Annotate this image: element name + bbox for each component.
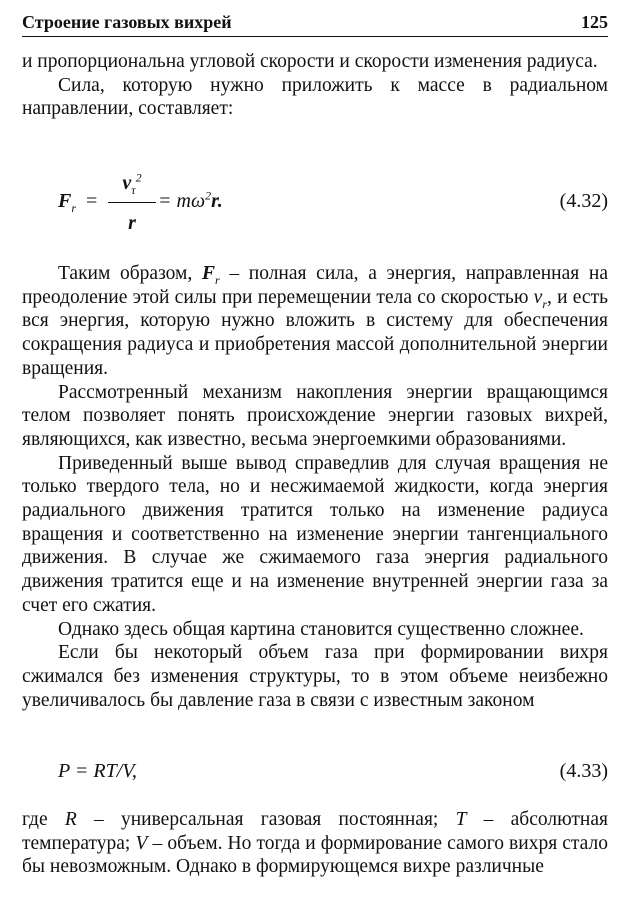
paragraph-definitions [22, 808, 608, 879]
temperature-symbol: T [455, 809, 467, 830]
running-title: Строение газовых вихрей [22, 12, 232, 32]
paragraph-force: Сила, которую нужно приложить к массе в радиальном направлении, составляет: [22, 74, 608, 120]
force-symbol-inline: F [201, 263, 215, 284]
text-block-bottom [22, 808, 608, 879]
rhs-text: = mω [158, 190, 206, 212]
equation-lhs [58, 190, 97, 213]
paragraph-derivation: Приведенный выше вывод справедлив для случая вращения не только твердого тела, но и несжимаемой жидкости, когда энергия радиального движения тратится только на изменение радиуса вращения и соответственно на изменение энергии тангенциального движения. В случае же сжимаемого газа энергия радиального движения тратится еще и на изменение внутренней энергии газа за счет его сжатия. [22, 452, 608, 616]
text-span: – универсальная газовая постоянная; [76, 809, 456, 830]
paragraph-mechanism: Рассмотренный механизм накопления энергии вращающимся телом позволяет понять происхождение энергии газовых вихрей, являющихся, как известно, весьма энергоемкими образованиями. [22, 381, 608, 450]
text-span: , и есть вся энергия, которую нужно вложить в систему для обеспечения сокращения радиуса и приобретения массой дополнительной энергии вращения. [22, 286, 608, 379]
fraction-denominator: r [128, 212, 136, 234]
text-span: где [22, 809, 65, 830]
velocity-subscript: τ [131, 183, 136, 197]
paragraph-continuation: и пропорциональна угловой скорости и скорости изменения радиуса. [22, 51, 598, 72]
text-span: – объем. Но тогда и формирование самого вихря стало бы невозможным. Однако в формирующемся вихре различные [22, 832, 608, 878]
volume-symbol: V [135, 832, 148, 854]
velocity-exponent: 2 [135, 170, 142, 185]
equation-expression: P = RT/V, [58, 760, 137, 782]
velocity-subscript-inline: r [542, 296, 547, 311]
text-block-top [22, 50, 608, 121]
text-span: – полная сила, а энергия, направленная на преодоление этой силы при перемещении тела со скоростью [22, 263, 609, 308]
equation-rhs [158, 190, 223, 213]
force-symbol: F [58, 190, 72, 212]
velocity-symbol: v [122, 172, 132, 194]
paragraph-complexity: Однако здесь общая картина становится существенно сложнее. [58, 618, 584, 640]
paragraph-compression: Если бы некоторый объем газа при формировании вихря сжимался без изменения структуры, то в этом объеме неизбежно увеличивалось бы давление газа в связи с известным законом [22, 642, 608, 711]
text-span: – абсолютная температура; [22, 809, 608, 854]
page-header [22, 6, 608, 37]
text-span: Таким образом, [58, 263, 202, 284]
velocity-symbol-inline: v [533, 286, 543, 308]
fraction-numerator [108, 168, 156, 198]
omega-exponent: 2 [205, 188, 212, 203]
page-number: 125 [581, 12, 608, 32]
text-block-middle [22, 262, 608, 712]
force-subscript: r [71, 201, 77, 215]
gas-constant-symbol: R [64, 809, 77, 830]
paragraph-energy [22, 262, 608, 381]
fraction-bar [108, 202, 156, 203]
equation-4-32 [22, 168, 608, 246]
fraction [108, 168, 156, 237]
rhs-radius: r. [211, 190, 223, 212]
force-subscript-inline: r [214, 272, 220, 287]
equals-sign: = [86, 190, 98, 212]
equation-number: (4.33) [559, 760, 608, 782]
equation-4-33 [22, 760, 608, 790]
equation-number: (4.32) [559, 190, 608, 212]
